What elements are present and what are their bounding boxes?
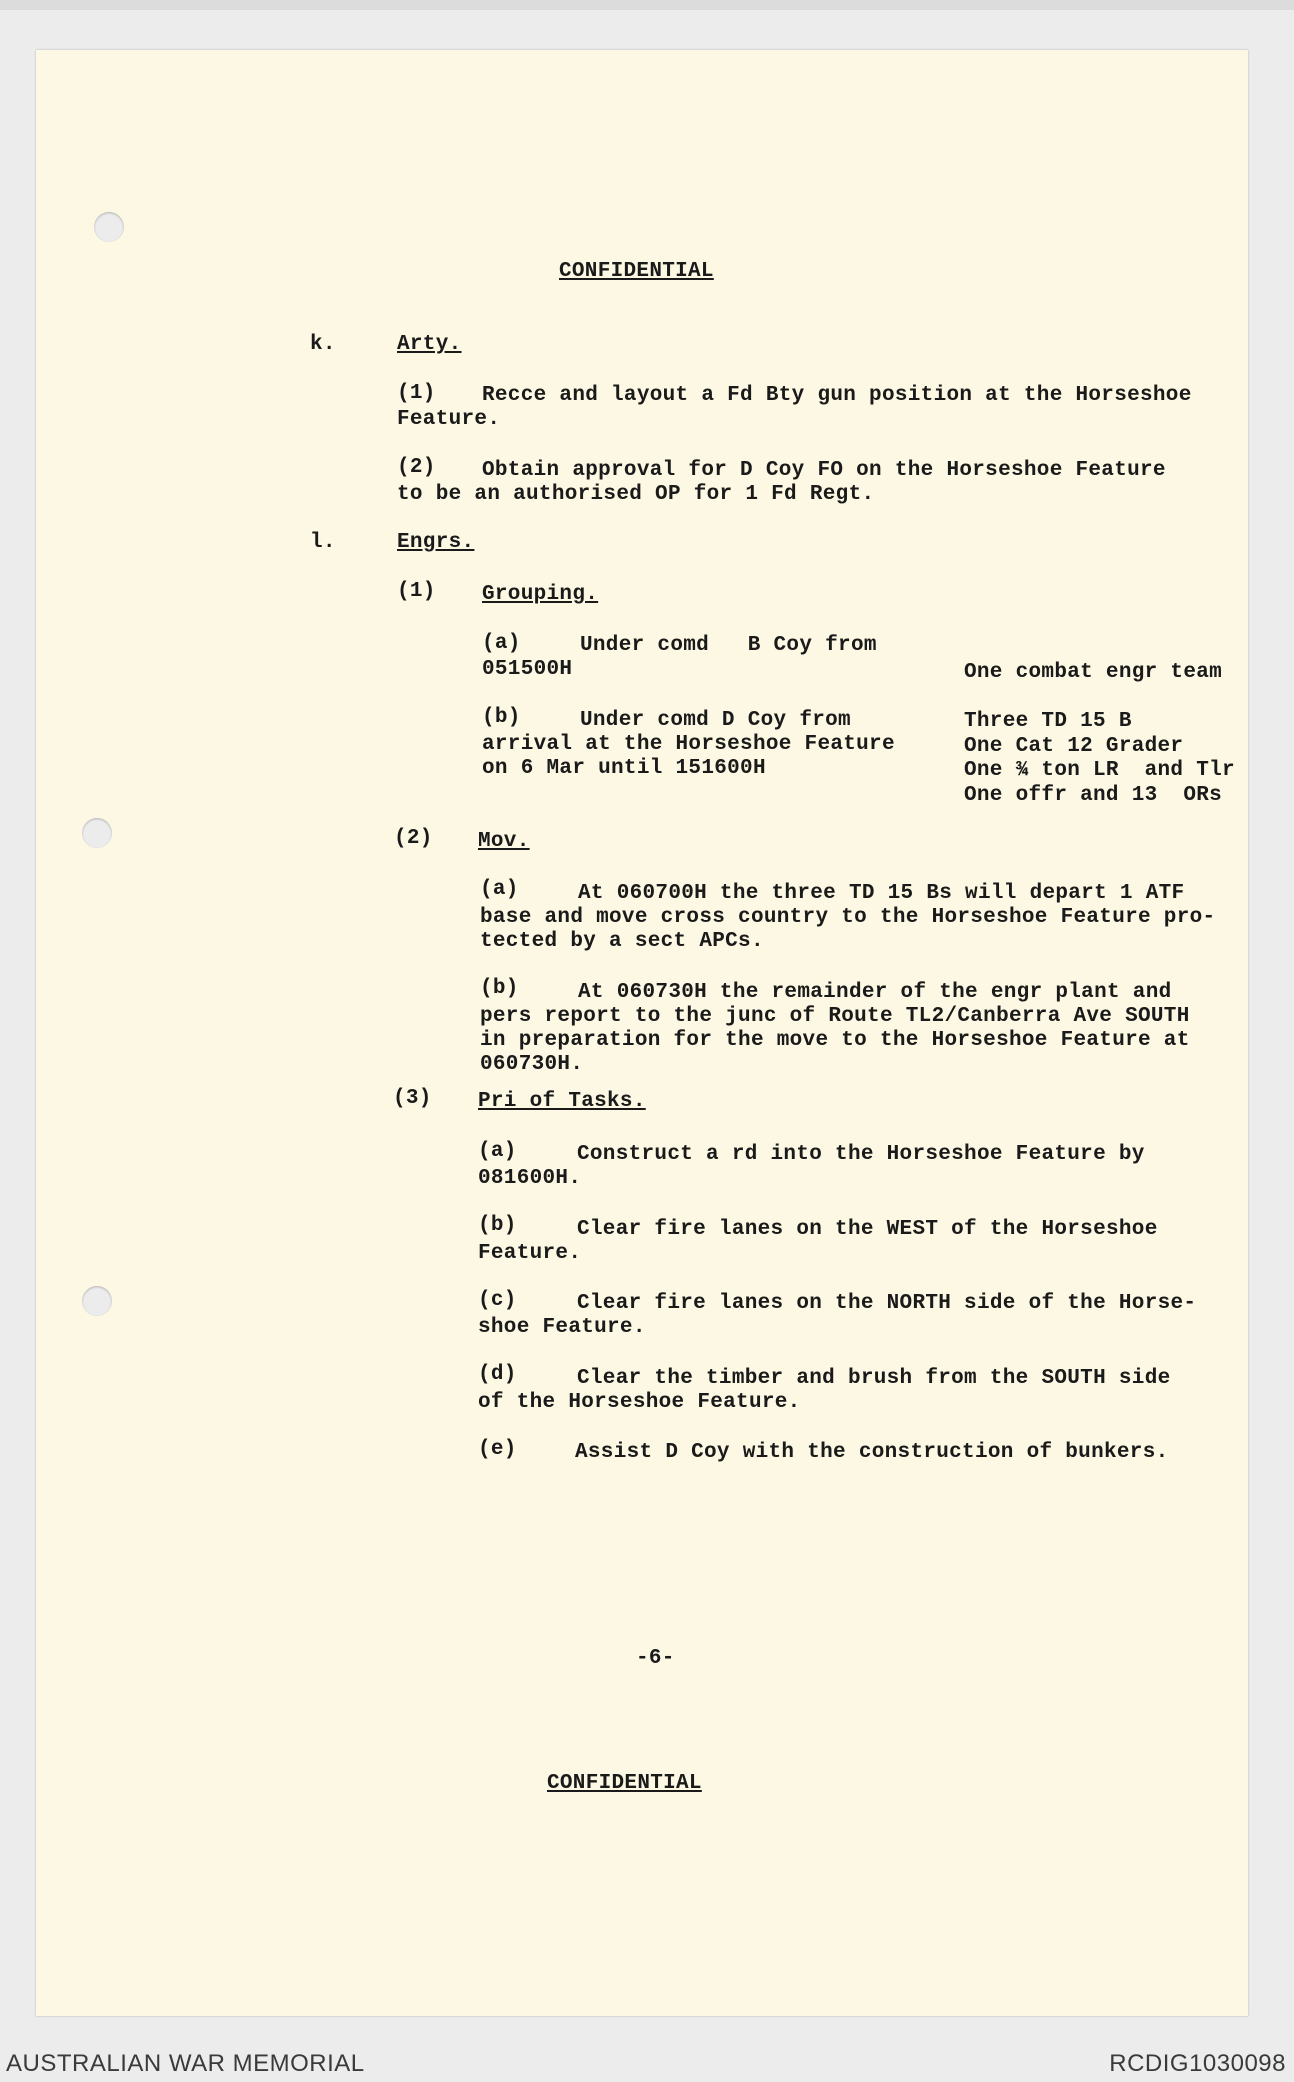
k-para-2-number: (2) bbox=[397, 456, 436, 479]
grouping-b-number: (b) bbox=[482, 706, 521, 729]
header-classification: CONFIDENTIAL bbox=[559, 260, 714, 283]
section-l-heading: Engrs. bbox=[397, 531, 475, 554]
punch-hole bbox=[94, 212, 124, 242]
mov-heading: Mov. bbox=[478, 830, 530, 853]
k-para-1-line-1: Recce and layout a Fd Bty gun position at the Horseshoe bbox=[482, 384, 1192, 407]
section-k-heading: Arty. bbox=[397, 333, 462, 356]
grouping-b-line-2: arrival at the Horseshoe Feature bbox=[482, 733, 895, 756]
task-a-number: (a) bbox=[478, 1140, 517, 1163]
k-para-2-line-2: to be an authorised OP for 1 Fd Regt. bbox=[397, 483, 875, 506]
k-para-2-line-1: Obtain approval for D Coy FO on the Horseshoe Feature bbox=[482, 459, 1166, 482]
mov-b-line-2: pers report to the junc of Route TL2/Canberra Ave SOUTH bbox=[480, 1005, 1190, 1028]
tasks-heading: Pri of Tasks. bbox=[478, 1090, 646, 1113]
punch-hole bbox=[82, 1286, 112, 1316]
section-l-letter: l. bbox=[310, 531, 336, 554]
k-para-1-number: (1) bbox=[397, 382, 436, 405]
task-d-line-1: Clear the timber and brush from the SOUTH side bbox=[577, 1367, 1171, 1390]
task-e-line-1: Assist D Coy with the construction of bunkers. bbox=[575, 1441, 1169, 1464]
grouping-b-line-1: Under comd D Coy from bbox=[580, 709, 851, 732]
task-c-line-1: Clear fire lanes on the NORTH side of the Horse- bbox=[577, 1292, 1197, 1315]
mov-a-line-2: base and move cross country to the Horseshoe Feature pro- bbox=[480, 906, 1216, 929]
k-para-1-line-2: Feature. bbox=[397, 408, 501, 431]
task-d-number: (d) bbox=[478, 1363, 517, 1386]
grouping-heading: Grouping. bbox=[482, 583, 599, 606]
mov-b-line-1: At 060730H the remainder of the engr plant and bbox=[578, 981, 1172, 1004]
grouping-a-line-2: 051500H bbox=[482, 658, 573, 681]
mov-number: (2) bbox=[394, 827, 433, 850]
section-k-letter: k. bbox=[310, 333, 336, 356]
grouping-number: (1) bbox=[397, 580, 436, 603]
mov-b-line-3: in preparation for the move to the Horseshoe Feature at bbox=[480, 1029, 1190, 1052]
task-e-number: (e) bbox=[478, 1438, 517, 1461]
archive-name: AUSTRALIAN WAR MEMORIAL bbox=[6, 2050, 365, 2077]
grouping-b-allocation-2: One Cat 12 Grader bbox=[964, 735, 1184, 758]
task-b-line-2: Feature. bbox=[478, 1242, 582, 1265]
grouping-a-number: (a) bbox=[482, 632, 521, 655]
task-d-line-2: of the Horseshoe Feature. bbox=[478, 1391, 801, 1414]
mov-a-line-3: tected by a sect APCs. bbox=[480, 930, 764, 953]
task-b-line-1: Clear fire lanes on the WEST of the Horseshoe bbox=[577, 1218, 1158, 1241]
mov-a-number: (a) bbox=[480, 878, 519, 901]
footer-classification: CONFIDENTIAL bbox=[547, 1772, 702, 1795]
task-a-line-1: Construct a rd into the Horseshoe Feature by bbox=[577, 1143, 1145, 1166]
grouping-a-allocation: One combat engr team bbox=[964, 661, 1223, 684]
tasks-number: (3) bbox=[393, 1087, 432, 1110]
grouping-b-line-3: on 6 Mar until 151600H bbox=[482, 757, 766, 780]
archive-identifier: RCDIG1030098 bbox=[1109, 2050, 1286, 2077]
mov-b-line-4: 060730H. bbox=[480, 1053, 584, 1076]
punch-hole bbox=[82, 818, 112, 848]
grouping-b-allocation-1: Three TD 15 B bbox=[964, 710, 1132, 733]
page-number: -6- bbox=[636, 1647, 675, 1670]
task-c-number: (c) bbox=[478, 1289, 517, 1312]
mov-a-line-1: At 060700H the three TD 15 Bs will depart 1 ATF bbox=[578, 882, 1185, 905]
grouping-a-line-1: Under comd B Coy from bbox=[580, 634, 877, 657]
task-b-number: (b) bbox=[478, 1214, 517, 1237]
task-c-line-2: shoe Feature. bbox=[478, 1316, 646, 1339]
grouping-b-allocation-4: One offr and 13 ORs bbox=[964, 784, 1223, 807]
grouping-b-allocation-3: One ¾ ton LR and Tlr bbox=[964, 759, 1235, 782]
mov-b-number: (b) bbox=[480, 977, 519, 1000]
top-border bbox=[0, 0, 1294, 10]
task-a-line-2: 081600H. bbox=[478, 1167, 582, 1190]
